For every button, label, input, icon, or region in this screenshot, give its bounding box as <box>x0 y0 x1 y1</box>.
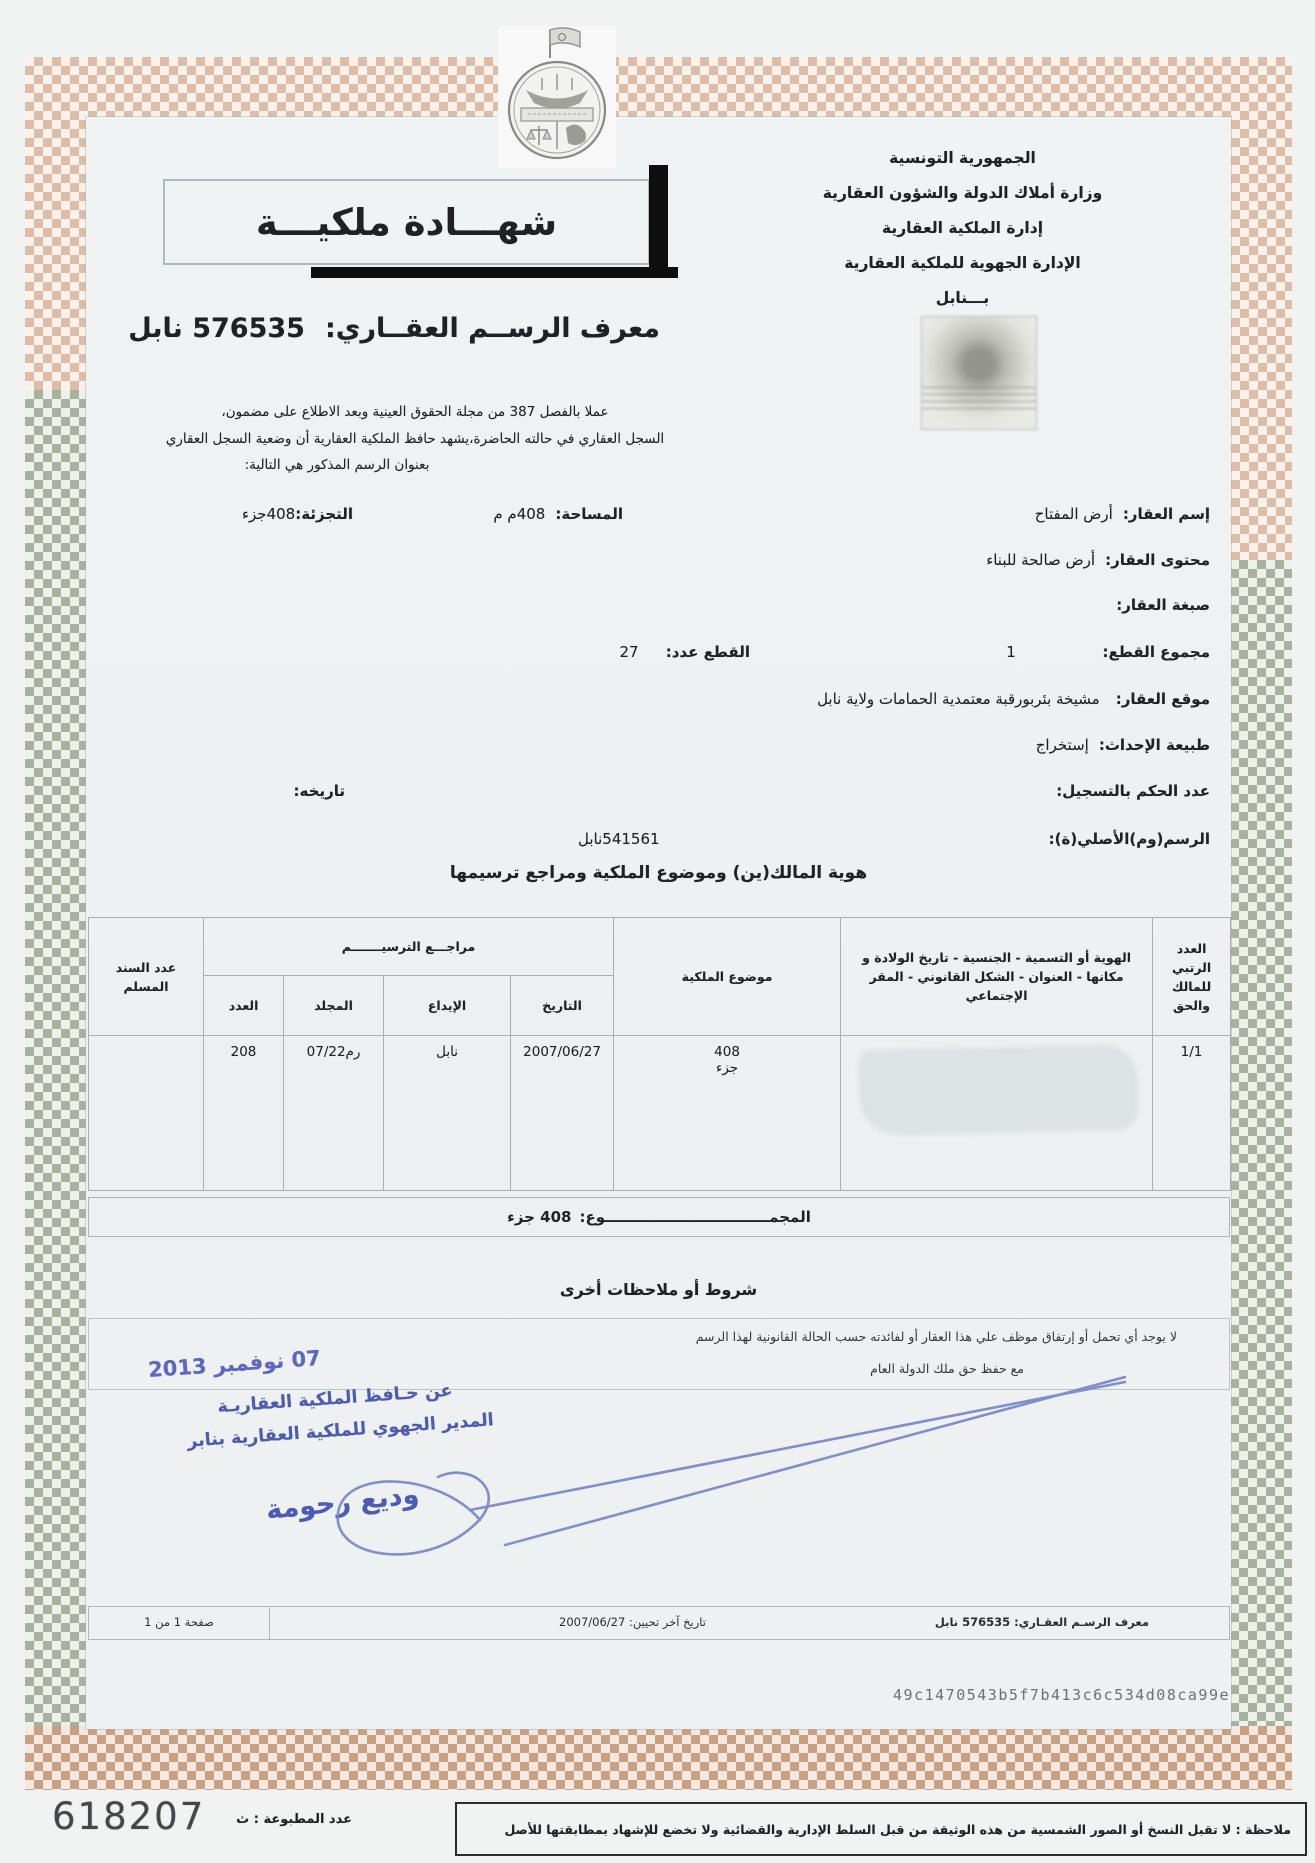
location-value: مشيخة بئربورقبة معتمدية الحمامات ولاية نابل <box>817 690 1100 708</box>
header-ref-volume: المجلد <box>284 976 384 1036</box>
gov-line-city: بـــنابل <box>935 289 990 307</box>
border-right-green <box>1230 560 1292 1790</box>
cell-ref-date: 2007/06/27 <box>511 1036 614 1191</box>
cell-owner-serial: 1/1 <box>1153 1036 1231 1191</box>
footer-bar <box>88 1606 1230 1640</box>
conditions-line-1: لا يوجد أي تحمل أو إرتفاق موظف علي هذا العقار أو لفائدته حسب الحالة القانونية لهذا الرسم <box>695 1329 1177 1344</box>
header-registration-refs-group: مراجـــع الترسيـــــــم <box>204 918 614 976</box>
plots-count-label: القطع عدد: <box>665 643 750 661</box>
plots-total-value: 1 <box>1006 643 1016 661</box>
conditions-line-2: مع حفظ حق ملك الدولة العام <box>870 1361 1024 1376</box>
intro-line-2: السجل العقاري في حالته الحاضرة،يشهد حافظ الملكية العقارية أن وضعية السجل العقاري <box>165 430 665 447</box>
lot-value: 408جزء <box>241 505 296 523</box>
print-serial-number: 618207 <box>52 1795 206 1838</box>
field-property-name <box>1035 505 1210 523</box>
subject-amount: 408 <box>714 1044 740 1060</box>
intro-line-3: بعنوان الرسم المذكور هي التالية: <box>244 457 430 473</box>
stamp-line-authority: عن حـافظ الملكية العقاريـة <box>216 1380 454 1418</box>
office-seal-stamp <box>921 316 1037 430</box>
cell-ref-volume: رم07/22 <box>284 1036 384 1191</box>
field-location <box>817 690 1210 708</box>
footer-last-update: تاريخ آخر تحيين: 2007/06/27 <box>559 1615 706 1629</box>
header-ref-number: العدد <box>204 976 284 1036</box>
property-name-value: أرض المفتاح <box>1034 505 1113 523</box>
plots-count-value: 27 <box>619 643 639 661</box>
field-event-nature <box>1036 736 1210 754</box>
cell-deed-number <box>89 1036 204 1191</box>
print-copies-label: عدد المطبوعة : ث <box>236 1812 352 1827</box>
document-hash: 49c1470543b5f7b413c6c534d08ca99e <box>893 1686 1230 1704</box>
intro-line-1: عملا بالفصل 387 من مجلة الحقوق العينية وبعد الاطلاع على مضمون، <box>221 404 609 420</box>
total-label: المجمــــــــــــــــــــــــــــــــوع: <box>579 1208 811 1226</box>
field-property-content <box>986 551 1210 569</box>
header-owner-identity: الهوية أو التسمية - الجنسية - تاريخ الولادة و مكانها - العنوان - الشكل القانوني - المقر الإجتماعي <box>841 918 1153 1036</box>
field-registration-judgment <box>1056 782 1210 800</box>
government-header <box>790 141 1135 316</box>
location-label: موقع العقار: <box>1115 690 1210 708</box>
registration-date-label: تاريخه: <box>293 782 345 800</box>
header-ownership-subject: موضوع الملكية <box>614 918 841 1036</box>
header-ref-date: التاريخ <box>511 976 614 1036</box>
event-label: طبيعة الإحداث: <box>1098 736 1210 754</box>
tunisia-coat-of-arms-icon <box>498 26 616 168</box>
header-ref-deposit: الإيداع <box>384 976 511 1036</box>
field-area <box>493 505 623 523</box>
print-note-box <box>455 1802 1307 1856</box>
type-label: صبغة العقار: <box>1116 596 1210 614</box>
field-property-type <box>1116 596 1210 614</box>
field-origin-deed <box>1049 830 1210 848</box>
legal-intro-paragraph <box>150 399 680 479</box>
black-vertical-bar <box>649 165 668 278</box>
total-value: 408 جزء <box>507 1208 572 1226</box>
lot-label: التجزئة: <box>295 505 353 523</box>
header-owner-serial: العدد الرتبي للمالك والحق <box>1153 918 1231 1036</box>
event-value: إستخراج <box>1035 736 1089 754</box>
certificate-title-box <box>163 179 650 265</box>
origin-label: الرسم(وم)الأصلي(ة): <box>1048 830 1210 848</box>
date-stamp: 07 نوفمبر 2013 <box>147 1346 322 1382</box>
registration-label: عدد الحكم بالتسجيل: <box>1056 782 1210 800</box>
header-deed-number: عدد السند المسلم <box>89 918 204 1036</box>
gov-line-ministry: وزارة أملاك الدولة والشؤون العقارية <box>822 184 1103 202</box>
owners-table <box>88 917 1231 1191</box>
redacted-owner-identity <box>858 1044 1139 1136</box>
plots-total-label: مجموع القطع: <box>1102 643 1210 661</box>
cell-ref-number: 208 <box>204 1036 284 1191</box>
subject-unit: جزء <box>715 1060 739 1076</box>
footer-cell-divider <box>269 1607 270 1639</box>
border-bottom-tan <box>25 1726 1292 1790</box>
cell-ref-deposit: نابل <box>384 1036 511 1191</box>
black-horizontal-rule <box>311 267 678 278</box>
footer-property-id: معرف الرسـم العقـاري: 576535 نابل <box>934 1615 1149 1629</box>
gov-line-regional: الإدارة الجهوية للملكية العقارية <box>844 254 1081 272</box>
print-note-text: ملاحظة : لا تقبل النسخ أو الصور الشمسية من هذه الوثيقة من قبل السلط الإدارية والقضائية ولا تخضع للإشهاد بمطابقتها للأصل <box>504 1821 1291 1837</box>
content-value: أرض صالحة للبناء <box>986 551 1096 569</box>
area-value: 408م م <box>493 505 546 523</box>
origin-value: 541561نابل <box>578 830 660 848</box>
owners-section-title: هوية المالك(ين) وموضوع الملكية ومراجع ترسيمها <box>449 863 868 883</box>
property-id-label: معرف الرســم العقــاري: <box>324 313 660 344</box>
total-row <box>88 1197 1230 1237</box>
area-label: المساحة: <box>555 505 623 523</box>
gov-line-administration: إدارة الملكية العقارية <box>881 219 1044 237</box>
property-id-value: 576535 نابل <box>128 313 305 344</box>
field-registration-date <box>294 782 345 800</box>
footer-page-number: صفحة 1 من 1 <box>144 1615 214 1629</box>
cell-owner-identity <box>841 1036 1153 1191</box>
property-name-label: إسم العقار: <box>1122 505 1210 523</box>
owner-table-row <box>89 1036 1231 1191</box>
cell-ownership-subject <box>614 1036 841 1191</box>
gov-line-republic: الجمهورية التونسية <box>889 149 1036 167</box>
border-left-green <box>25 390 87 1790</box>
property-id-line <box>128 313 660 344</box>
field-lot <box>242 505 353 523</box>
certificate-title: شهـــادة ملكيـــة <box>255 200 558 244</box>
content-label: محتوى العقار: <box>1105 551 1210 569</box>
field-plots-total <box>1103 643 1210 661</box>
signature-name: وديع رحومة <box>264 1479 421 1526</box>
field-plots-count <box>666 643 750 661</box>
stamp-line-director: المدير الجهوي للملكية العقارية بنابر <box>186 1410 495 1452</box>
conditions-section-title: شروط أو ملاحظات أخرى <box>559 1280 758 1299</box>
